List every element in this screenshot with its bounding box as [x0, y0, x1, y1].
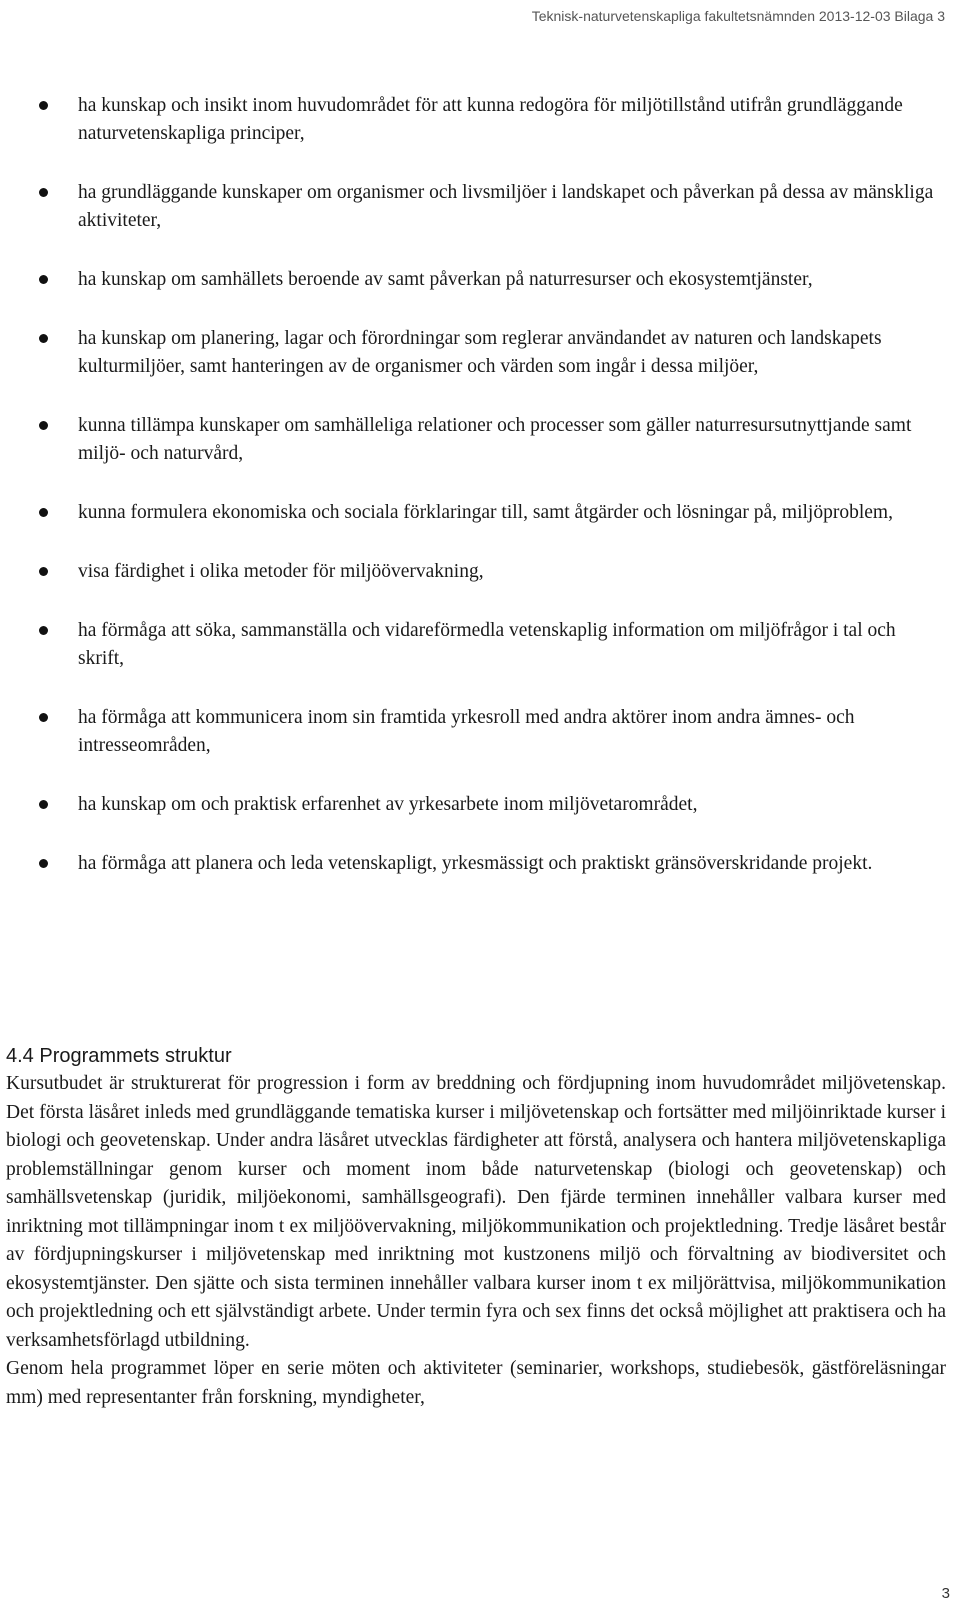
- list-item-text: ha kunskap om och praktisk erfarenhet av yrkesarbete inom miljövetarområdet,: [78, 794, 698, 815]
- bullet-icon: [39, 101, 48, 110]
- bullet-icon: [39, 713, 48, 722]
- body-paragraph: Kursutbudet är strukturerat för progression i form av breddning och fördjupning inom huvudområdet miljövetenskap. Det första läsåret inleds med grundläggande tematiska kurser i miljövetenskap och fortsätter med miljöinriktade kurser i biologi och geovetenskap. Under andra läsåret utvecklas färdigheter att förstå, analysera och hantera miljövetenskapliga problemställningar genom kurser och moment inom både naturvetenskap (biologi och geovetenskap) och samhällsvetenskap (juridik, miljöekonomi, samhällsgeografi). Den fjärde terminen innehåller valbara kurser med inriktning mot tillämpningar inom t ex miljöövervakning, miljökommunikation och projektledning. Tredje läsåret består av fördjupningskurser i miljövetenskap med inriktning mot kustzonens miljö och förvaltning av biodiversitet och ekosystemtjänster. Den sjätte och sista terminen innehåller valbara kurser inom t ex miljörättvisa, miljökommunikation och projektledning och ett självständigt arbete. Under termin fyra och sex finns det också möjlighet att praktisera och ha verksamhetsförlagd utbildning.: [6, 1073, 946, 1351]
- bullet-icon: [39, 508, 48, 517]
- bullet-icon: [39, 188, 48, 197]
- bullet-icon: [39, 567, 48, 576]
- bullet-icon: [39, 334, 48, 343]
- list-item-text: kunna tillämpa kunskaper om samhälleliga relationer och processer som gäller naturresursutnyttjande samt miljö- och naturvård,: [78, 415, 912, 464]
- list-item-text: ha kunskap och insikt inom huvudområdet för att kunna redogöra för miljötillstånd utifrån grundläggande naturvetenskapliga principer,: [78, 95, 903, 144]
- list-item-text: visa färdighet i olika metoder för miljöövervakning,: [78, 561, 484, 582]
- list-item: [0, 558, 960, 586]
- page-number: 3: [941, 1585, 950, 1602]
- list-item-text: ha förmåga att planera och leda vetenskapligt, yrkesmässigt och praktiskt gränsöverskridande projekt.: [78, 853, 873, 874]
- list-item: [0, 850, 960, 878]
- bullet-icon: [39, 800, 48, 809]
- list-item: [0, 179, 960, 235]
- list-item-text: ha kunskap om planering, lagar och förordningar som reglerar användandet av naturen och landskapets kulturmiljöer, samt hanteringen av de organismer och värden som ingår i dessa miljöer,: [78, 328, 882, 377]
- learning-outcomes-list: [0, 92, 960, 909]
- list-item: [0, 412, 960, 468]
- list-item-text: ha förmåga att söka, sammanställa och vidareförmedla vetenskaplig information om miljöfrågor i tal och skrift,: [78, 620, 896, 669]
- bullet-icon: [39, 859, 48, 868]
- list-item-text: ha kunskap om samhällets beroende av samt påverkan på naturresurser och ekosystemtjänster,: [78, 269, 813, 290]
- list-item: [0, 325, 960, 381]
- list-item: [0, 266, 960, 294]
- program-structure-section: [6, 1042, 946, 1412]
- list-item: [0, 791, 960, 819]
- list-item-text: ha förmåga att kommunicera inom sin framtida yrkesroll med andra aktörer inom andra ämnes- och intresseområden,: [78, 707, 855, 756]
- list-item-text: kunna formulera ekonomiska och sociala förklaringar till, samt åtgärder och lösningar på, miljöproblem,: [78, 502, 893, 523]
- list-item: [0, 617, 960, 673]
- list-item-text: ha grundläggande kunskaper om organismer och livsmiljöer i landskapet och påverkan på dessa av mänskliga aktiviteter,: [78, 182, 934, 231]
- bullet-icon: [39, 626, 48, 635]
- page-header: Teknisk-naturvetenskapliga fakultetsnämnden 2013-12-03 Bilaga 3: [531, 8, 945, 24]
- list-item: [0, 499, 960, 527]
- list-item: [0, 92, 960, 148]
- list-item: [0, 704, 960, 760]
- body-paragraph: Genom hela programmet löper en serie möten och aktiviteter (seminarier, workshops, studiebesök, gästföreläsningar mm) med representanter från forskning, myndigheter,: [6, 1358, 946, 1408]
- section-heading: 4.4 Programmets struktur: [6, 1045, 232, 1067]
- bullet-icon: [39, 275, 48, 284]
- bullet-icon: [39, 421, 48, 430]
